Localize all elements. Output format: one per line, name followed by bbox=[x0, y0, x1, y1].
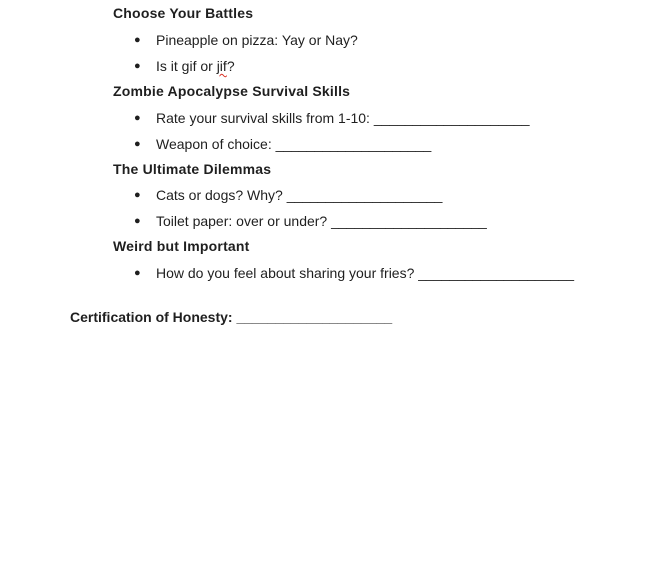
section-heading-weird-but-important: Weird but Important bbox=[113, 238, 250, 254]
section-heading-ultimate-dilemmas: The Ultimate Dilemmas bbox=[113, 161, 272, 177]
list-item bbox=[134, 109, 530, 127]
list-item-text bbox=[156, 57, 235, 75]
text-segment: Is it gif or bbox=[156, 58, 217, 74]
bullet-icon: ● bbox=[134, 112, 141, 124]
list-item bbox=[134, 212, 487, 230]
list-item bbox=[134, 264, 574, 282]
list-item-text: How do you feel about sharing your fries? ____________________ bbox=[156, 265, 574, 281]
bullet-icon: ● bbox=[134, 138, 141, 150]
list-item bbox=[134, 57, 235, 75]
bullet-icon: ● bbox=[134, 189, 141, 201]
list-item bbox=[134, 31, 358, 49]
section-heading-choose-your-battles: Choose Your Battles bbox=[113, 5, 254, 21]
list-item-text: Cats or dogs? Why? ____________________ bbox=[156, 187, 443, 203]
section-heading-zombie-apocalypse: Zombie Apocalypse Survival Skills bbox=[113, 83, 351, 99]
text-segment: ? bbox=[226, 58, 235, 74]
list-item bbox=[134, 135, 431, 153]
list-item-text: Weapon of choice: ____________________ bbox=[156, 136, 432, 152]
spellcheck-flagged-word[interactable]: jif bbox=[216, 58, 227, 74]
bullet-icon: ● bbox=[134, 267, 141, 279]
bullet-icon: ● bbox=[134, 60, 141, 72]
bullet-icon: ● bbox=[134, 34, 141, 46]
list-item bbox=[134, 186, 442, 204]
certification-of-honesty: Certification of Honesty: ____________________ bbox=[70, 309, 393, 325]
bullet-icon: ● bbox=[134, 215, 141, 227]
list-item-text: Rate your survival skills from 1-10: ____________________ bbox=[156, 110, 530, 126]
list-item-text: Pineapple on pizza: Yay or Nay? bbox=[156, 32, 358, 48]
list-item-text: Toilet paper: over or under? ____________________ bbox=[156, 213, 487, 229]
